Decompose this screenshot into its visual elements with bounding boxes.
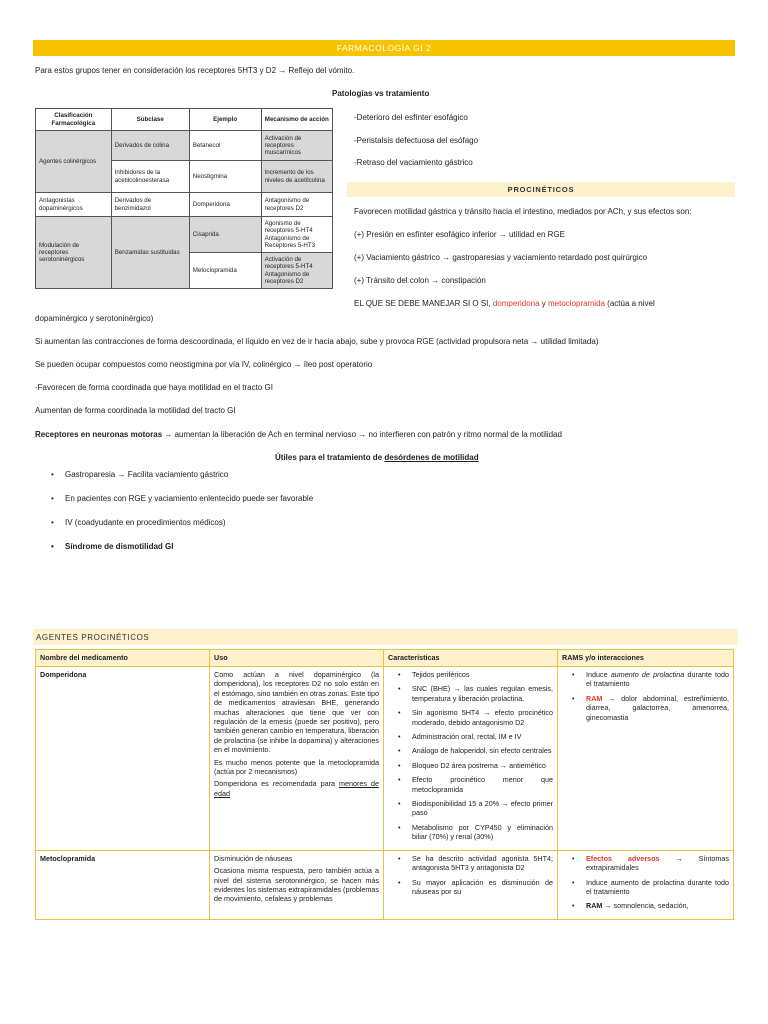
table-cell: Benzamidas sustituidas	[111, 217, 189, 289]
list-item: • Administración oral, rectal, IM e IV	[412, 732, 553, 741]
rams-text: → Síntomas extrapiramidales	[586, 853, 729, 873]
uso-paragraph	[214, 779, 379, 798]
uso-cell	[210, 850, 384, 919]
drug-domperidona: domperidona	[492, 299, 540, 308]
pathology-item: -Deterioro del esfínter esofágico	[354, 113, 468, 122]
table-header: Ejemplo	[189, 109, 261, 131]
list-item: • En pacientes con RGE y vaciamiento enlentecido puede ser favorable	[35, 494, 313, 518]
drug-metoclopramida: metoclopramida	[548, 299, 605, 308]
table-header: Características	[384, 650, 558, 667]
list-item: • Induce aumento de prolactina durante todo el tratamiento	[586, 878, 729, 897]
table-row	[36, 667, 734, 851]
utiles-prefix: Útiles para el tratamiento de	[275, 453, 385, 462]
table-cell: Incremento de los niveles de acetilcolina	[261, 161, 332, 193]
list-item	[586, 901, 729, 910]
ram-label: RAM	[586, 693, 603, 703]
rams-text: durante todo el tratamiento	[586, 670, 729, 689]
pathology-item: -Peristalsis defectuosa del esófago	[354, 136, 479, 145]
table-header: Uso	[210, 650, 384, 667]
list-item: • Se ha descrito actividad agonista 5HT4; antagonista 5HT3 y antagonista D2	[412, 854, 553, 873]
list-item: • Biodisponibilidad 15 a 20% → efecto primer paso	[412, 799, 553, 818]
agentes-heading: AGENTES PROCINÉTICOS	[33, 629, 738, 645]
manejar-line	[354, 299, 655, 309]
table-cell: Antagonismo de receptores D2	[261, 193, 332, 217]
manejar-and: y	[539, 299, 549, 308]
rams-cell	[558, 850, 734, 919]
table-cell: Derivados de benzimidazol	[111, 193, 189, 217]
table-header: Clasificación Farmacológica	[36, 109, 112, 131]
manejar-prefix: EL QUE SE DEBE MANEJAR SI O SI,	[354, 299, 493, 308]
procineticos-line: (+) Tránsito del colon → constipación	[354, 276, 486, 285]
list-item: • Metabolismo por CYP450 y eliminación biliar (70%) y renal (30%)	[412, 823, 553, 842]
efectos-adversos-label: Efectos adversos	[586, 853, 660, 863]
paragraph: Si aumentan las contracciones de forma descoordinada, el líquido en vez de ir hacia abajo, sube y provoca RGE (actividad propulsora neta → utilidad limitada)	[35, 337, 599, 346]
uso-recommendation-underlined: menores de edad	[214, 779, 379, 798]
table-header: Nombre del medicamento	[36, 650, 210, 667]
uso-cell	[210, 667, 384, 851]
table-header: Subclase	[111, 109, 189, 131]
table-cell: Modulación de receptores serotoninérgicos	[36, 217, 112, 289]
uso-paragraph: Disminución de náuseas	[214, 853, 293, 863]
uso-recommendation: Domperidona es recomendada para	[214, 779, 340, 789]
procineticos-line: (+) Presión en esfínter esofágico inferior → utilidad en RGE	[354, 230, 565, 239]
utiles-title	[275, 453, 479, 462]
utiles-list	[35, 470, 313, 566]
list-item: • Efecto procinético menor que metoclopramida	[412, 775, 553, 794]
uso-paragraph: Como actúan a nivel dopaminérgico (la domperidona), los receptores D2 no solo están en el estómago, sino también en otras zonas. Este tipo de medicamentos atraviesan BHE, generando muchas alteraciones que tiene que ver con regulación de la emesis (puede ser positivo), pero también generan cambio en temperatura, liberación de prolactina (se inhibe la dopamina) y alteraciones en el movimiento.	[214, 670, 380, 755]
table-cell: Derivados de colina	[111, 131, 189, 161]
table-cell: Cisaprida	[189, 217, 261, 253]
table-cell: Activación de receptores 5-HT4 Antagonismo de receptores D2	[261, 253, 332, 289]
receptores-bold: Receptores en neuronas motoras	[35, 430, 163, 439]
rams-cell	[558, 667, 734, 851]
utiles-underlined: desórdenes de motilidad	[384, 453, 479, 462]
page-title: FARMACOLOGÍA GI 2	[33, 40, 735, 56]
table-cell: Agonismo de receptores 5-HT4 Antagonismo de Receptores 5-HT3	[261, 217, 332, 253]
table-header: RAMS y/o interacciones	[558, 650, 734, 667]
ram-label: RAM	[586, 901, 603, 911]
caracteristicas-cell	[384, 850, 558, 919]
table-cell: Inhibidores de la acetilcolinoesterasa	[111, 161, 189, 193]
list-item: • Gastroparesia → Facilita vaciamiento gástrico	[35, 470, 313, 494]
table-cell: Activación de receptores muscarínicos	[261, 131, 332, 161]
procineticos-heading: PROCINÉTICOS	[347, 182, 735, 197]
table-row	[36, 850, 734, 919]
paragraph: -Favorecen de forma coordinada que haya motilidad en el tracto GI	[35, 383, 273, 392]
table-cell: Betanecol	[189, 131, 261, 161]
list-item: • SNC (BHE) → las cuales regulan emesis, temperatura y liberación prolactina.	[412, 684, 553, 703]
rams-italic: aumento de prolactina	[610, 670, 685, 679]
table-cell: Domperidona	[189, 193, 261, 217]
list-item: • Su mayor aplicación es disminución de náuseas por su	[412, 878, 553, 897]
list-item	[586, 854, 729, 873]
caracteristicas-cell	[384, 667, 558, 851]
procineticos-line: Favorecen motilidad gástrica y tránsito hacia el intestino, mediados por ACh, y sus efectos son:	[354, 207, 692, 216]
drug-name: Metoclopramida	[36, 850, 210, 919]
list-item	[586, 694, 729, 722]
procineticos-line: (+) Vaciamiento gástrico → gastroparesias y vaciamiento retardado post quirúrgico	[354, 253, 648, 262]
receptores-rest: → aumentan la liberación de Ach en terminal nervioso → no interfieren con patrón y ritmo normal de la motilidad	[162, 430, 562, 439]
list-item: • Bloqueo D2 área postrema → antiemético	[412, 761, 553, 770]
uso-paragraph: Ocasiona misma respuesta, pero también actúa a nivel del sistema serotoninérgico, se hacen más evidentes los sistemas extrapiramidales (problemas de movimiento, cefaleas y problemas	[214, 866, 379, 904]
drug-name: Domperidona	[36, 667, 210, 851]
list-item	[586, 670, 729, 689]
list-item: • Síndrome de dismotilidad GI	[35, 542, 313, 566]
rams-text: Induce	[586, 670, 611, 679]
intro-text: Para estos grupos tener en consideración los receptores 5HT3 y D2 → Reflejo del vómito.	[35, 66, 355, 75]
list-item: • Tejidos periféricos	[412, 670, 553, 679]
list-item: • Sin agonismo 5HT4 → efecto procinético moderado, debido antagonismo D2	[412, 708, 553, 727]
agentes-table	[35, 649, 734, 920]
manejar-suffix: (actúa a nivel	[604, 299, 655, 308]
pathology-item: -Retraso del vaciamiento gástrico	[354, 158, 473, 167]
paragraph: Aumentan de forma coordinada la motilidad del tracto GI	[35, 406, 236, 415]
list-item: • Análogo de haloperidol, sin efecto centrales	[412, 746, 553, 755]
classification-table	[35, 108, 333, 289]
rams-text: → dolor abdominal, estreñimiento, diarrea, galactorrea, amenorrea, ginecomastia	[586, 693, 729, 722]
uso-paragraph: Es mucho menos potente que la metoclopramida (actúa por 2 mecanismos)	[214, 757, 379, 777]
paragraph: Se pueden ocupar compuestos como neostigmina por vía IV, colinérgico → íleo post operatorio	[35, 360, 373, 369]
list-item: • IV (coadyudante en procedimientos médicos)	[35, 518, 313, 542]
table-cell: Agentes colinérgicos	[36, 131, 112, 193]
rams-text: → somnolencia, sedación,	[602, 901, 689, 911]
table-cell: Neostigmina	[189, 161, 261, 193]
patologias-title: Patologías vs tratamiento	[332, 89, 430, 98]
table-header: Mecanismo de acción	[261, 109, 332, 131]
manejar-continuation: dopaminérgico y serotoninérgico)	[35, 314, 154, 323]
receptores-line	[35, 430, 562, 440]
table-cell: Antagonistas dopaminérgicos	[36, 193, 112, 217]
table-cell: Metoclopramida	[189, 253, 261, 289]
